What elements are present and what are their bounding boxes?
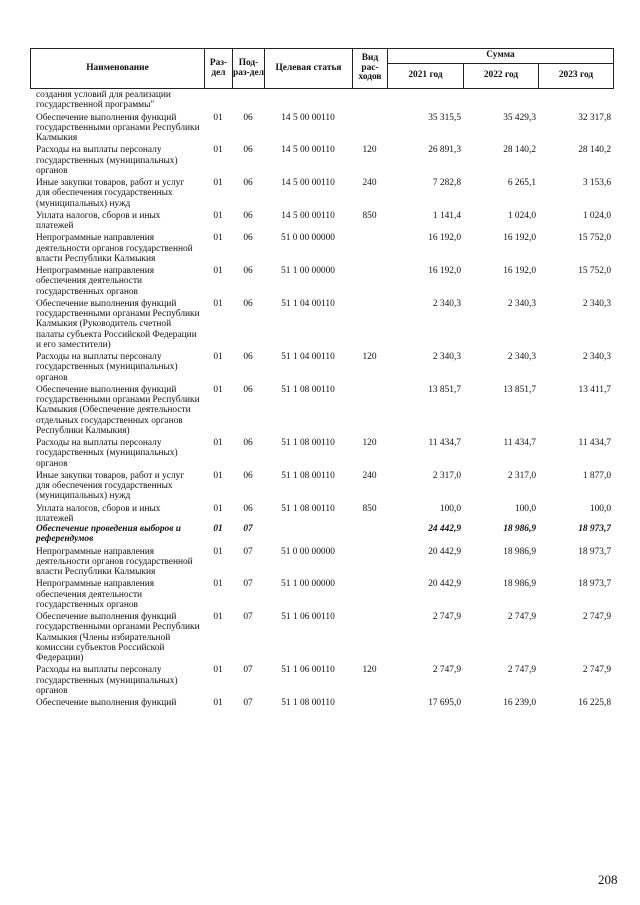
row-name: Иные закупки товаров, работ и услуг для обеспечения государственных (муниципальных) нужд xyxy=(36,470,185,502)
row-target-article: 14 5 00 00110 xyxy=(281,210,335,221)
row-section: 01 xyxy=(213,145,223,156)
row-value-2023 xyxy=(538,90,613,111)
row-target-article: 51 1 08 00110 xyxy=(281,470,335,481)
row-target-article: 51 1 08 00110 xyxy=(281,503,335,514)
table-row xyxy=(30,231,613,264)
row-value-2022: 2 747,9 xyxy=(507,665,536,676)
table-row xyxy=(30,111,613,144)
row-subsection: 06 xyxy=(243,112,253,123)
row-value-2023: 15 752,0 xyxy=(578,266,611,276)
row-subsection xyxy=(232,90,264,111)
row-name: Обеспечение проведения выборов и референдумов xyxy=(36,524,181,545)
row-value-2021: 100,0 xyxy=(439,503,461,514)
row-expense-type xyxy=(352,90,387,111)
row-target-article: 14 5 00 00110 xyxy=(281,112,335,123)
row-target-article: 51 0 00 00000 xyxy=(281,233,335,244)
row-section: 01 xyxy=(213,210,223,221)
row-section: 01 xyxy=(213,178,223,188)
row-value-2023: 2 340,3 xyxy=(582,352,611,362)
row-name: Расходы на выплаты персоналу государственных (муниципальных) органов xyxy=(36,665,178,696)
row-expense-type: 850 xyxy=(362,503,377,514)
row-expense-type: 120 xyxy=(362,438,377,448)
row-expense-type: 850 xyxy=(362,210,377,221)
row-section: 01 xyxy=(213,665,223,676)
row-name: Расходы на выплаты персоналу государственных (муниципальных) органов xyxy=(36,145,178,176)
row-expense-type: 120 xyxy=(362,665,377,676)
table-row xyxy=(30,696,613,708)
row-section: 01 xyxy=(213,698,223,708)
table-row xyxy=(30,577,613,610)
row-section: 01 xyxy=(213,266,223,276)
row-value-2021: 1 141,4 xyxy=(432,210,461,221)
header-section: Раз-дел xyxy=(205,49,233,89)
row-expense-type xyxy=(352,545,387,578)
row-expense-type xyxy=(352,264,387,297)
row-value-2022: 2 317,0 xyxy=(507,470,536,481)
row-target-article: 51 1 04 00110 xyxy=(281,352,335,362)
row-expense-type xyxy=(352,111,387,144)
row-expense-type xyxy=(352,383,387,436)
table-row xyxy=(30,143,613,176)
row-name: Расходы на выплаты персоналу государственных (муниципальных) органов xyxy=(36,352,178,383)
row-expense-type: 240 xyxy=(362,178,377,188)
row-subsection: 06 xyxy=(243,233,253,244)
row-value-2021: 20 442,9 xyxy=(428,546,461,557)
row-value-2021: 2 317,0 xyxy=(432,470,461,481)
row-expense-type xyxy=(352,297,387,350)
row-subsection: 07 xyxy=(243,546,253,557)
row-value-2021: 17 695,0 xyxy=(428,698,461,708)
row-name: Иные закупки товаров, работ и услуг для обеспечения государственных (муниципальных) нужд xyxy=(36,178,185,209)
row-value-2022: 35 429,3 xyxy=(503,112,536,123)
row-value-2023: 16 225,8 xyxy=(578,698,611,708)
row-section: 01 xyxy=(213,384,223,395)
row-target-article: 51 1 06 00110 xyxy=(281,612,335,622)
row-section: 01 xyxy=(213,112,223,123)
row-value-2022: 11 434,7 xyxy=(503,438,536,448)
row-target-article: 14 5 00 00110 xyxy=(281,178,335,188)
row-value-2021: 20 442,9 xyxy=(428,579,461,590)
row-name: Обеспечение выполнения функций государственными органами Республики Калмыкия (Члены избирательной комиссии субъектов Российской Федерации) xyxy=(36,612,200,663)
row-target-article: 51 1 08 00110 xyxy=(281,698,335,708)
row-value-2021: 35 315,5 xyxy=(428,112,461,123)
header-subsection: Под-раз-дел xyxy=(233,49,265,89)
header-name: Наименование xyxy=(31,49,205,89)
row-value-2023: 100,0 xyxy=(589,503,611,514)
row-value-2023: 1 024,0 xyxy=(582,210,611,221)
row-target-article: 51 1 08 00110 xyxy=(281,384,335,395)
row-section: 01 xyxy=(213,612,223,622)
table-row xyxy=(30,350,613,383)
row-name: Непрограммные направления обеспечения деятельности государственных органов xyxy=(36,579,155,610)
row-section: 01 xyxy=(213,503,223,514)
header-target-article: Целевая статья xyxy=(265,49,353,89)
row-value-2023: 2 340,3 xyxy=(582,298,611,309)
row-value-2021: 16 192,0 xyxy=(428,266,461,276)
row-section xyxy=(204,90,232,111)
row-name: создания условий для реализации государственной программы" xyxy=(36,90,171,111)
row-subsection: 06 xyxy=(243,210,253,221)
row-value-2021 xyxy=(387,90,463,111)
row-value-2021: 2 340,3 xyxy=(432,352,461,362)
table-row xyxy=(30,524,613,545)
table-row xyxy=(30,610,613,663)
row-subsection: 07 xyxy=(243,579,253,590)
table-row xyxy=(30,297,613,350)
row-name: Расходы на выплаты персоналу государственных (муниципальных) органов xyxy=(36,438,178,469)
row-target-article: 51 1 04 00110 xyxy=(281,298,335,309)
row-section: 01 xyxy=(213,352,223,362)
row-subsection: 07 xyxy=(243,524,253,534)
row-value-2023: 13 411,7 xyxy=(578,384,611,395)
row-value-2022: 18 986,9 xyxy=(503,546,536,557)
table-row xyxy=(30,545,613,578)
row-value-2021: 16 192,0 xyxy=(428,233,461,244)
row-subsection: 06 xyxy=(243,384,253,395)
row-value-2022: 16 192,0 xyxy=(503,233,536,244)
row-target-article: 51 0 00 00000 xyxy=(281,546,335,557)
table-row xyxy=(30,383,613,436)
row-value-2022: 2 747,9 xyxy=(507,612,536,622)
row-subsection: 07 xyxy=(243,698,253,708)
row-value-2022: 13 851,7 xyxy=(503,384,536,395)
row-expense-type xyxy=(352,231,387,264)
row-value-2021: 2 747,9 xyxy=(432,612,461,622)
row-value-2023: 18 973,7 xyxy=(578,579,611,590)
row-subsection: 06 xyxy=(243,145,253,156)
row-value-2022: 6 265,1 xyxy=(507,178,536,188)
row-value-2023: 32 317,8 xyxy=(578,112,611,123)
row-subsection: 06 xyxy=(243,438,253,448)
table-row xyxy=(30,436,613,469)
row-target-article xyxy=(264,90,352,111)
row-section: 01 xyxy=(213,438,223,448)
row-name: Обеспечение выполнения функций государственными органами Республики Калмыкия xyxy=(36,112,200,143)
row-subsection: 06 xyxy=(243,503,253,514)
row-expense-type: 240 xyxy=(362,470,377,481)
table-header xyxy=(30,48,614,89)
row-value-2022: 2 340,3 xyxy=(507,352,536,362)
row-name: Обеспечение выполнения функций xyxy=(36,698,177,708)
row-value-2021: 2 747,9 xyxy=(432,665,461,676)
row-section: 01 xyxy=(213,546,223,557)
header-expense-type: Вид рас-ходов xyxy=(353,49,388,89)
row-value-2022: 28 140,2 xyxy=(503,145,536,156)
row-value-2022: 100,0 xyxy=(514,503,536,514)
table-row xyxy=(30,264,613,297)
row-value-2022: 16 192,0 xyxy=(503,266,536,276)
row-value-2023: 3 153,6 xyxy=(582,178,611,188)
row-name: Обеспечение выполнения функций государственными органами Республики Калмыкия (Обеспечение деятельности отдельных государственных органов Республики Калмыкия) xyxy=(36,384,200,436)
header-year-2023: 2023 год xyxy=(539,64,614,89)
table-row xyxy=(30,502,613,525)
budget-table xyxy=(30,90,613,708)
row-value-2022 xyxy=(463,90,538,111)
row-name: Обеспечение выполнения функций государственными органами Республики Калмыкия (Руководитель счетной палаты субъекта Российской Федерации и его заместители) xyxy=(36,298,200,350)
row-target-article: 51 1 00 00000 xyxy=(281,579,335,590)
row-section: 01 xyxy=(213,233,223,244)
row-expense-type xyxy=(352,524,387,545)
header-year-2021: 2021 год xyxy=(388,64,464,89)
row-subsection: 06 xyxy=(243,352,253,362)
row-value-2021: 13 851,7 xyxy=(428,384,461,395)
table-row xyxy=(30,469,613,502)
row-value-2021: 2 340,3 xyxy=(432,298,461,309)
row-value-2023: 15 752,0 xyxy=(578,233,611,244)
row-value-2022: 2 340,3 xyxy=(507,298,536,309)
row-target-article xyxy=(264,524,352,545)
row-name: Непрограммные направления обеспечения деятельности государственных органов xyxy=(36,266,155,297)
row-value-2021: 11 434,7 xyxy=(428,438,461,448)
row-section: 01 xyxy=(213,298,223,309)
row-expense-type: 120 xyxy=(362,145,377,156)
row-value-2021: 7 282,8 xyxy=(432,178,461,188)
table-row xyxy=(30,176,613,209)
row-value-2022: 18 986,9 xyxy=(503,524,536,534)
row-value-2023: 1 877,0 xyxy=(582,470,611,481)
row-name: Уплата налогов, сборов и иных платежей xyxy=(36,503,161,524)
row-subsection: 06 xyxy=(243,470,253,481)
row-subsection: 06 xyxy=(243,266,253,276)
row-expense-type: 120 xyxy=(362,352,377,362)
row-value-2023: 18 973,7 xyxy=(578,524,611,534)
page-number: 208 xyxy=(598,872,618,887)
row-target-article: 51 1 00 00000 xyxy=(281,266,335,276)
row-value-2023: 2 747,9 xyxy=(582,612,611,622)
row-value-2023: 28 140,2 xyxy=(578,145,611,156)
row-target-article: 14 5 00 00110 xyxy=(281,145,335,156)
row-section: 01 xyxy=(213,524,223,534)
row-value-2021: 24 442,9 xyxy=(428,524,461,534)
row-subsection: 07 xyxy=(243,665,253,676)
row-target-article: 51 1 08 00110 xyxy=(281,438,335,448)
header-year-2022: 2022 год xyxy=(464,64,539,89)
row-name: Непрограммные направления деятельности органов государственной власти Республики Калмыкия xyxy=(36,233,193,264)
row-expense-type xyxy=(352,696,387,708)
row-expense-type xyxy=(352,610,387,663)
row-section: 01 xyxy=(213,470,223,481)
row-value-2022: 18 986,9 xyxy=(503,579,536,590)
row-name: Непрограммные направления деятельности органов государственной власти Республики Калмыкия xyxy=(36,546,193,577)
row-subsection: 07 xyxy=(243,612,253,622)
row-expense-type xyxy=(352,577,387,610)
row-value-2023: 11 434,7 xyxy=(578,438,611,448)
row-subsection: 06 xyxy=(243,178,253,188)
row-name: Уплата налогов, сборов и иных платежей xyxy=(36,210,161,231)
row-value-2022: 1 024,0 xyxy=(507,210,536,221)
table-row xyxy=(30,209,613,232)
table-row xyxy=(30,90,613,111)
row-section: 01 xyxy=(213,579,223,590)
row-value-2022: 16 239,0 xyxy=(503,698,536,708)
row-value-2021: 26 891,3 xyxy=(428,145,461,156)
row-subsection: 06 xyxy=(243,298,253,309)
row-target-article: 51 1 06 00110 xyxy=(281,665,335,676)
header-sum: Сумма xyxy=(388,49,614,64)
table-row xyxy=(30,663,613,696)
row-value-2023: 18 973,7 xyxy=(578,546,611,557)
row-value-2023: 2 747,9 xyxy=(582,665,611,676)
